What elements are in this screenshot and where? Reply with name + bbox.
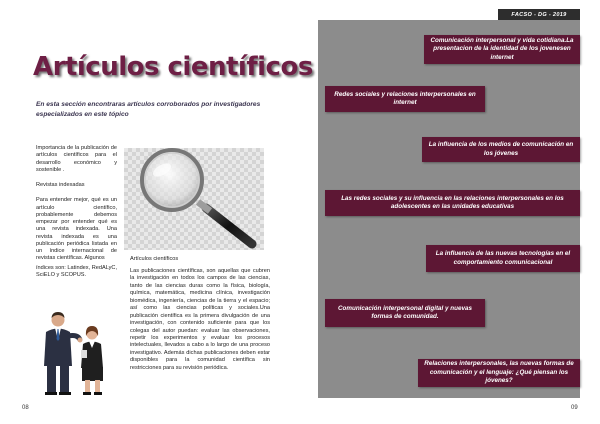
topic-item[interactable]: Relaciones interpersonales, las nuevas formas de comunicación y el lenguaje: ¿Qué piensan los jóvenes? [418,359,580,387]
header-label: FACSO - DG - 2019 [511,11,567,18]
section-intro: En esta sección encontraras artículos corroborados por investigadores especializados en este tópico [36,101,261,118]
page-number-left: 08 [22,405,29,411]
magnifying-glass-image [124,148,264,250]
page-title: Artículos científicos [33,52,313,82]
article-body: Las publicaciones científicas, son aquellas que cubren la investigación en todos los campos de las ciencias, tanto de las ciencias duras como la física, biología, química, matemática, medicina clínica, investigación biomédica, ingeniería, ciencias de la tierra y el espacio; así como las ciencias políticas y sociales.Una publicación científica es la primera divulgación de una investigación, con contenido suficiente para que los colegas del autor puedan: evaluar las observaciones, repetir los experimentos y evaluar los procesos intelectuales, llevados a cabo a lo largo de una proceso investigativo. Además dichas publicaciones deben estar disponibles para la comunidad científica sin restricciones para su revisión periódica. [130,268,270,371]
article-heading: Artículos científicos [130,256,179,262]
page-number-right: 09 [571,405,578,411]
topic-item[interactable]: La influencia de los medios de comunicación en los jóvenes [422,137,580,162]
topic-item[interactable]: Comunicación interpersonal digital y nuevas formas de comunidad. [325,299,485,327]
business-people-illustration [38,310,110,401]
importance-paragraph: Importancia de la publicación de artículos científicos para el desarrollo económico y sostenible . [36,145,117,173]
topic-item[interactable]: Redes sociales y relaciones interpersonales en internet [325,86,485,112]
topic-item[interactable]: Las redes sociales y su influencia en las relaciones interpersonales en los adolescentes en las unidades educativas [325,190,580,216]
header-bar [498,9,580,20]
left-text-column [36,145,117,287]
topic-item[interactable]: Comunicación interpersonal y vida cotidiana.La presentacion de la identidad de los jovenesen internet [424,35,580,64]
indices-paragraph: índices son: Latindex, RedALyC, SciELO y SCOPUS. [36,264,117,278]
indexed-journals-subheading: Revistas indexadas [36,182,85,189]
topic-item[interactable]: La influencia de las nuevas tecnologías en el comportamiento comunicacional [426,245,580,272]
indexed-journals-paragraph: Para entender mejor, qué es un artículo científico, probablemente debemos empezar por entender qué es una revista indexada. Una revista indexada es una publicación periódica listada en un índice internacional de revistas científicas. Algunos [36,197,117,262]
